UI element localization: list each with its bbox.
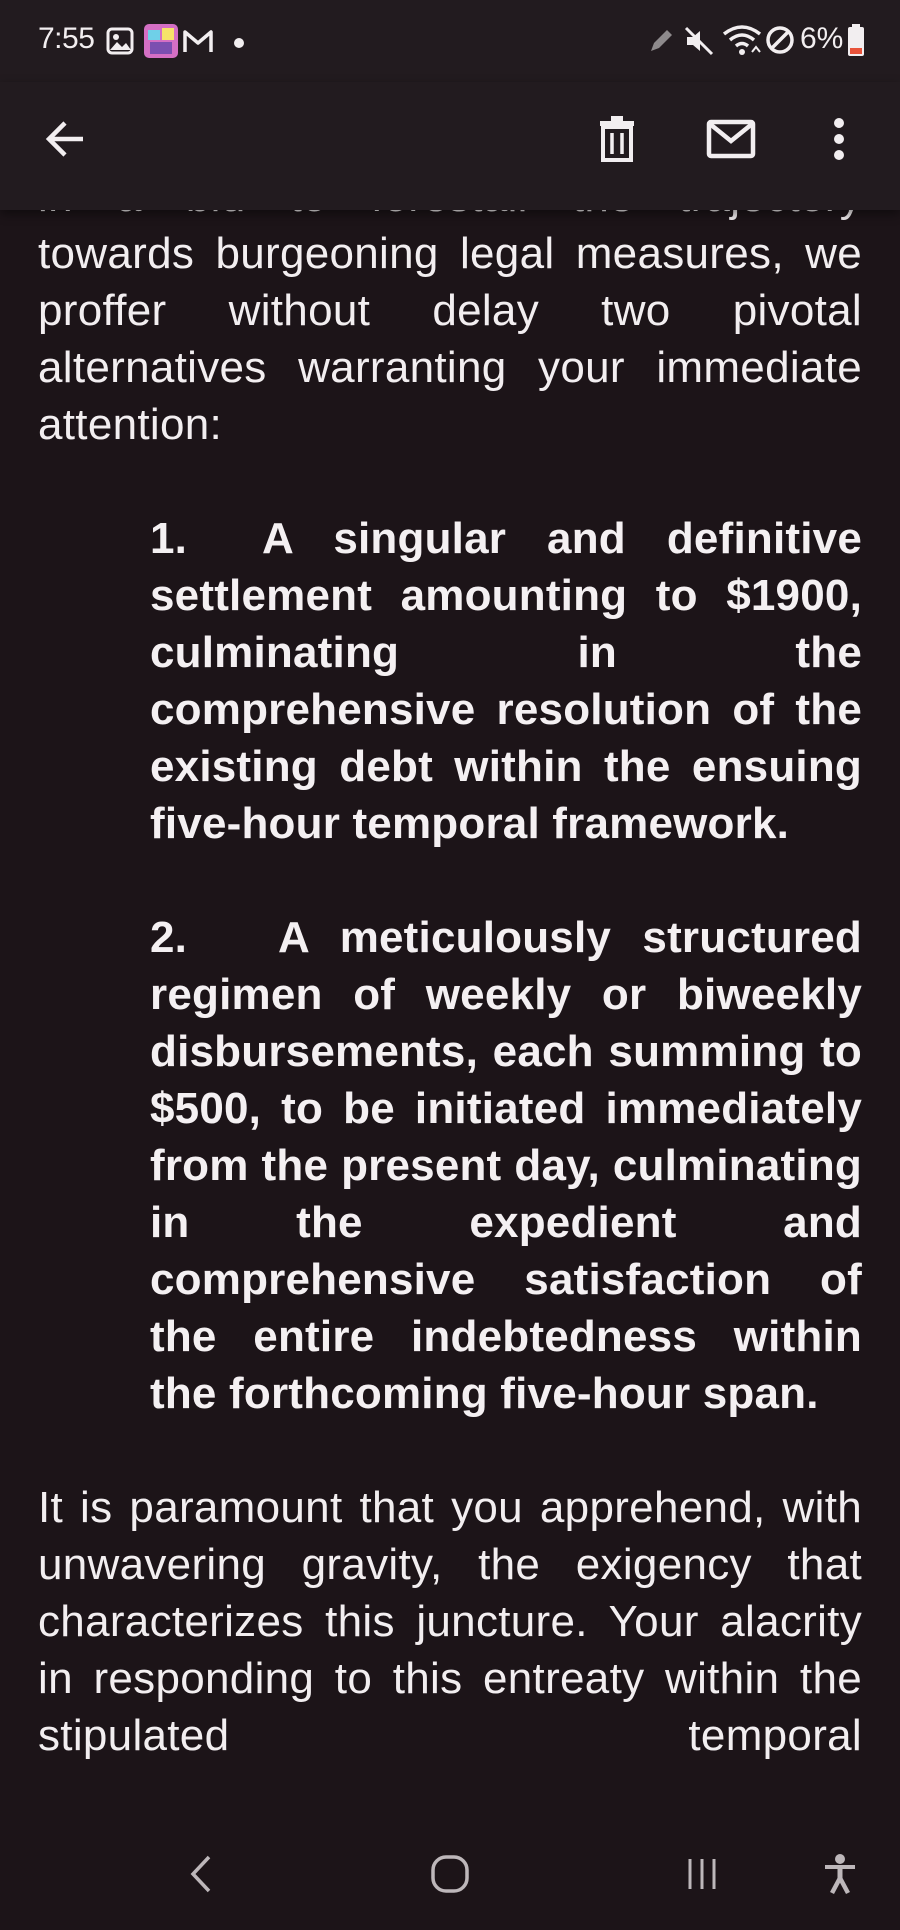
options-list — [0, 510, 900, 1422]
mark-unread-button[interactable] — [698, 106, 764, 172]
nav-recents-button[interactable] — [672, 1844, 732, 1904]
status-time: 7:55 — [38, 22, 95, 55]
delete-button[interactable] — [584, 106, 650, 172]
status-bar — [0, 0, 900, 82]
more-vert-icon — [832, 117, 846, 161]
gmail-notification-icon — [182, 28, 214, 59]
nav-accessibility-button[interactable] — [810, 1844, 870, 1904]
intro-paragraph: towards burgeoning legal measures, we proffer without delay two pivotal alternatives warranting your immediate attention: — [38, 229, 862, 449]
mail-icon — [706, 119, 756, 159]
option-number: 2. — [150, 913, 188, 962]
battery-icon — [848, 24, 864, 61]
do-not-disturb-icon — [764, 24, 796, 61]
more-notifications-dot-icon — [233, 36, 245, 54]
option-item-2 — [150, 909, 862, 1422]
option-item-1 — [150, 510, 862, 852]
back-button[interactable] — [32, 106, 98, 172]
more-options-button[interactable] — [806, 106, 872, 172]
accessibility-icon — [822, 1853, 858, 1895]
trash-icon — [597, 115, 637, 163]
app-notification-icon — [144, 24, 178, 63]
recents-icon — [684, 1855, 720, 1893]
nav-home-button[interactable] — [418, 1844, 482, 1904]
battery-percent: 6% — [800, 22, 844, 55]
email-toolbar — [0, 82, 900, 210]
nav-back-button[interactable] — [170, 1844, 230, 1904]
option-text: A meticulously structured regimen of weekly or biweekly disbursements, each summing to $500, to be initiated immediately from the present day, culminating in the expedient and comprehensive satisfaction of the entire indebtedness within the forthcoming five-hour span. — [150, 913, 862, 1418]
closing-paragraph: It is paramount that you apprehend, with unwavering gravity, the exigency that characterizes this juncture. Your alacrity in responding to this entreaty within the stipulated temporal — [38, 1483, 862, 1760]
chevron-left-icon — [185, 1853, 215, 1895]
home-icon — [430, 1854, 470, 1894]
arrow-back-icon — [43, 117, 87, 161]
option-text: A singular and definitive settlement amounting to $1900, culminating in the comprehensive resolution of the existing debt within the ensuing five-hour temporal framework. — [150, 514, 862, 848]
email-body — [0, 168, 900, 1764]
option-number: 1. — [150, 514, 188, 563]
gallery-notification-icon — [106, 27, 134, 60]
pen-icon — [646, 26, 676, 61]
mute-icon — [682, 24, 716, 63]
wifi-icon — [722, 22, 762, 63]
system-nav-bar — [0, 1818, 900, 1930]
